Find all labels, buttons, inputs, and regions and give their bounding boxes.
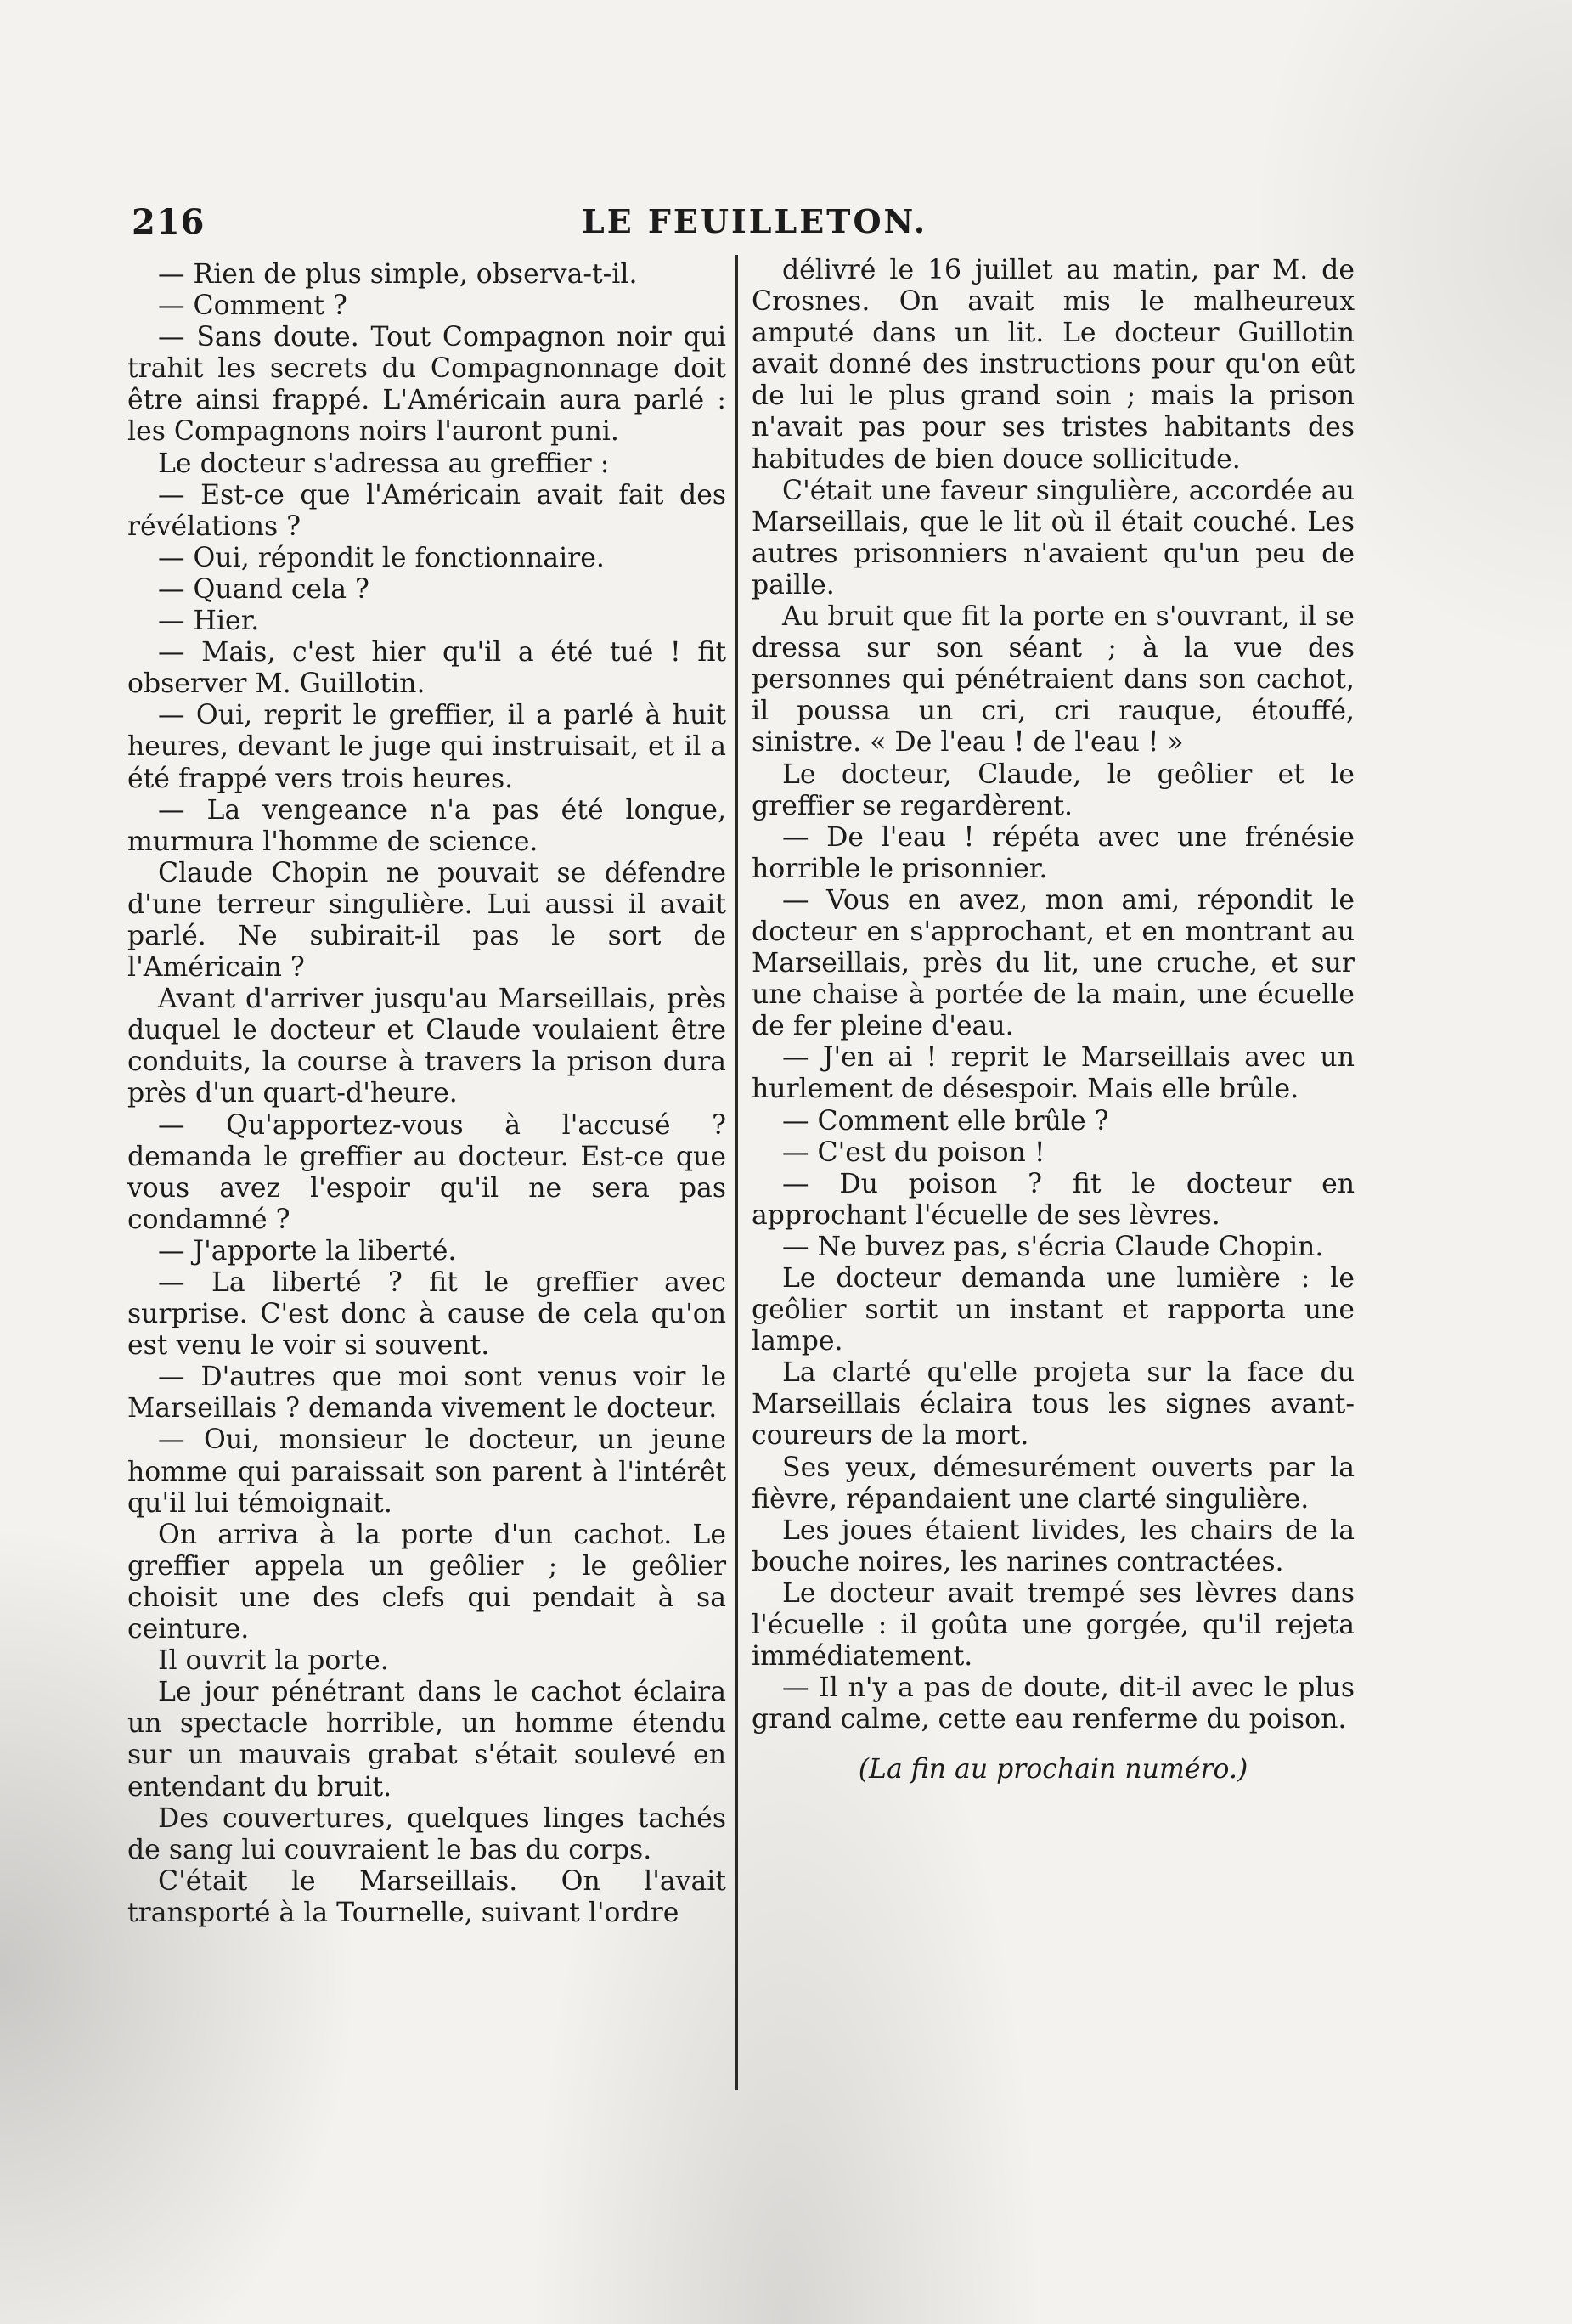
paragraph: On arriva à la porte d'un cachot. Le greffier appela un geôlier ; le geôlier choisit une des clefs qui pendait à sa ceinture.: [127, 1519, 726, 1645]
paragraph: — Oui, reprit le greffier, il a parlé à huit heures, devant le juge qui instruisait, et il a été frappé vers trois heures.: [127, 700, 726, 794]
page-number: 216: [132, 202, 206, 242]
paragraph: Le docteur s'adressa au greffier :: [158, 448, 610, 479]
to-be-continued-note: (La fin au prochain numéro.): [858, 1754, 1248, 1785]
paragraph: — D'autres que moi sont venus voir le Marseillais ? demanda vivement le docteur.: [127, 1362, 726, 1424]
paragraph: — Comment elle brûle ?: [782, 1105, 1109, 1137]
paragraph: — La liberté ? fit le greffier avec surprise. C'est donc à cause de cela qu'on est venu le voir si souvent.: [127, 1267, 726, 1362]
paragraph: — Oui, répondit le fonctionnaire.: [158, 542, 605, 573]
paragraph: C'était le Marseillais. On l'avait transporté à la Tournelle, suivant l'ordre: [127, 1865, 726, 1928]
running-title: LE FEUILLETON.: [582, 202, 928, 240]
paragraph: — Du poison ? fit le docteur en approchant l'écuelle de ses lèvres.: [752, 1168, 1355, 1231]
paragraph: — C'est du poison !: [782, 1137, 1045, 1168]
paragraph: — Vous en avez, mon ami, répondit le docteur en s'approchant, et en montrant au Marseillais, près du lit, une cruche, et sur une chaise à portée de la main, une écuelle de fer pleine d'eau.: [752, 884, 1355, 1042]
paragraph: — De l'eau ! répéta avec une frénésie horrible le prisonnier.: [752, 821, 1355, 884]
paragraph: Les joues étaient livides, les chairs de la bouche noires, les narines contractées.: [752, 1515, 1355, 1577]
paragraph: délivré le 16 juillet au matin, par M. de Crosnes. On avait mis le malheureux amputé dans un lit. Le docteur Guillotin avait donné des instructions pour qu'on eût de lui le plus grand soin ; mais la prison n'avait pas pour ses tristes habitants des habitudes de bien douce sollicitude.: [752, 255, 1355, 475]
paragraph: Le docteur, Claude, le geôlier et le greffier se regardèrent.: [752, 759, 1355, 821]
paragraph: Des couvertures, quelques linges tachés de sang lui couvraient le bas du corps.: [127, 1802, 726, 1865]
paragraph: — J'apporte la liberté.: [158, 1235, 457, 1266]
paragraph: — Mais, c'est hier qu'il a été tué ! fit observer M. Guillotin.: [127, 637, 726, 700]
paragraph: Le docteur demanda une lumière : le geôlier sortit un instant et rapporta une lampe.: [752, 1263, 1355, 1357]
paragraph: — Il n'y a pas de doute, dit-il avec le plus grand calme, cette eau renferme du poison.: [752, 1672, 1355, 1735]
paragraph: — La vengeance n'a pas été longue, murmura l'homme de science.: [127, 794, 726, 857]
paragraph: C'était une faveur singulière, accordée au Marseillais, que le lit où il était couché. Les autres prisonniers n'avaient qu'un peu de paille.: [752, 475, 1355, 601]
paragraph: — Quand cela ?: [158, 573, 369, 605]
paragraph: Le docteur avait trempé ses lèvres dans l'écuelle : il goûta une gorgée, qu'il rejeta immédiatement.: [752, 1577, 1355, 1672]
paragraph: Le jour pénétrant dans le cachot éclaira un spectacle horrible, un homme étendu sur un mauvais grabat s'était soulevé en entendant du bruit.: [127, 1677, 726, 1802]
paragraph: — Oui, monsieur le docteur, un jeune homme qui paraissait son parent à l'intérêt qu'il lui témoignait.: [127, 1424, 726, 1519]
paragraph: Au bruit que fit la porte en s'ouvrant, il se dressa sur son séant ; à la vue des personnes qui pénétraient dans son cachot, il poussa un cri, cri rauque, étouffé, sinistre. « De l'eau ! de l'eau ! »: [752, 601, 1355, 759]
paragraph: — Qu'apportez-vous à l'accusé ? demanda le greffier au docteur. Est-ce que vous avez l'espoir qu'il ne sera pas condamné ?: [127, 1109, 726, 1235]
paragraph: — Comment ?: [158, 290, 347, 322]
left-column: [127, 259, 726, 1929]
page-header: [132, 202, 1363, 245]
paragraph: La clarté qu'elle projeta sur la face du Marseillais éclaira tous les signes avant-coureurs de la mort.: [752, 1357, 1355, 1452]
paragraph: — Sans doute. Tout Compagnon noir qui trahit les secrets du Compagnonnage doit être ainsi frappé. L'Américain aura parlé : les Compagnons noirs l'auront puni.: [127, 322, 726, 448]
paragraph: — Hier.: [158, 606, 260, 637]
paragraph: Claude Chopin ne pouvait se défendre d'une terreur singulière. Lui aussi il avait parlé. Ne subirait-il pas le sort de l'Américain ?: [127, 857, 726, 984]
paragraph: — J'en ai ! reprit le Marseillais avec un hurlement de désespoir. Mais elle brûle.: [752, 1042, 1355, 1105]
paragraph: — Ne buvez pas, s'écria Claude Chopin.: [782, 1231, 1324, 1262]
right-column: [752, 255, 1355, 1786]
paragraph: — Rien de plus simple, observa-t-il.: [158, 259, 638, 290]
paragraph: Avant d'arriver jusqu'au Marseillais, près duquel le docteur et Claude voulaient être conduits, la course à travers la prison dura près d'un quart-d'heure.: [127, 984, 726, 1109]
paragraph: — Est-ce que l'Américain avait fait des révélations ?: [127, 479, 726, 542]
paragraph: Il ouvrit la porte.: [158, 1645, 389, 1677]
column-divider: [735, 255, 738, 2090]
paragraph: Ses yeux, démesurément ouverts par la fièvre, répandaient une clarté singulière.: [752, 1452, 1355, 1515]
